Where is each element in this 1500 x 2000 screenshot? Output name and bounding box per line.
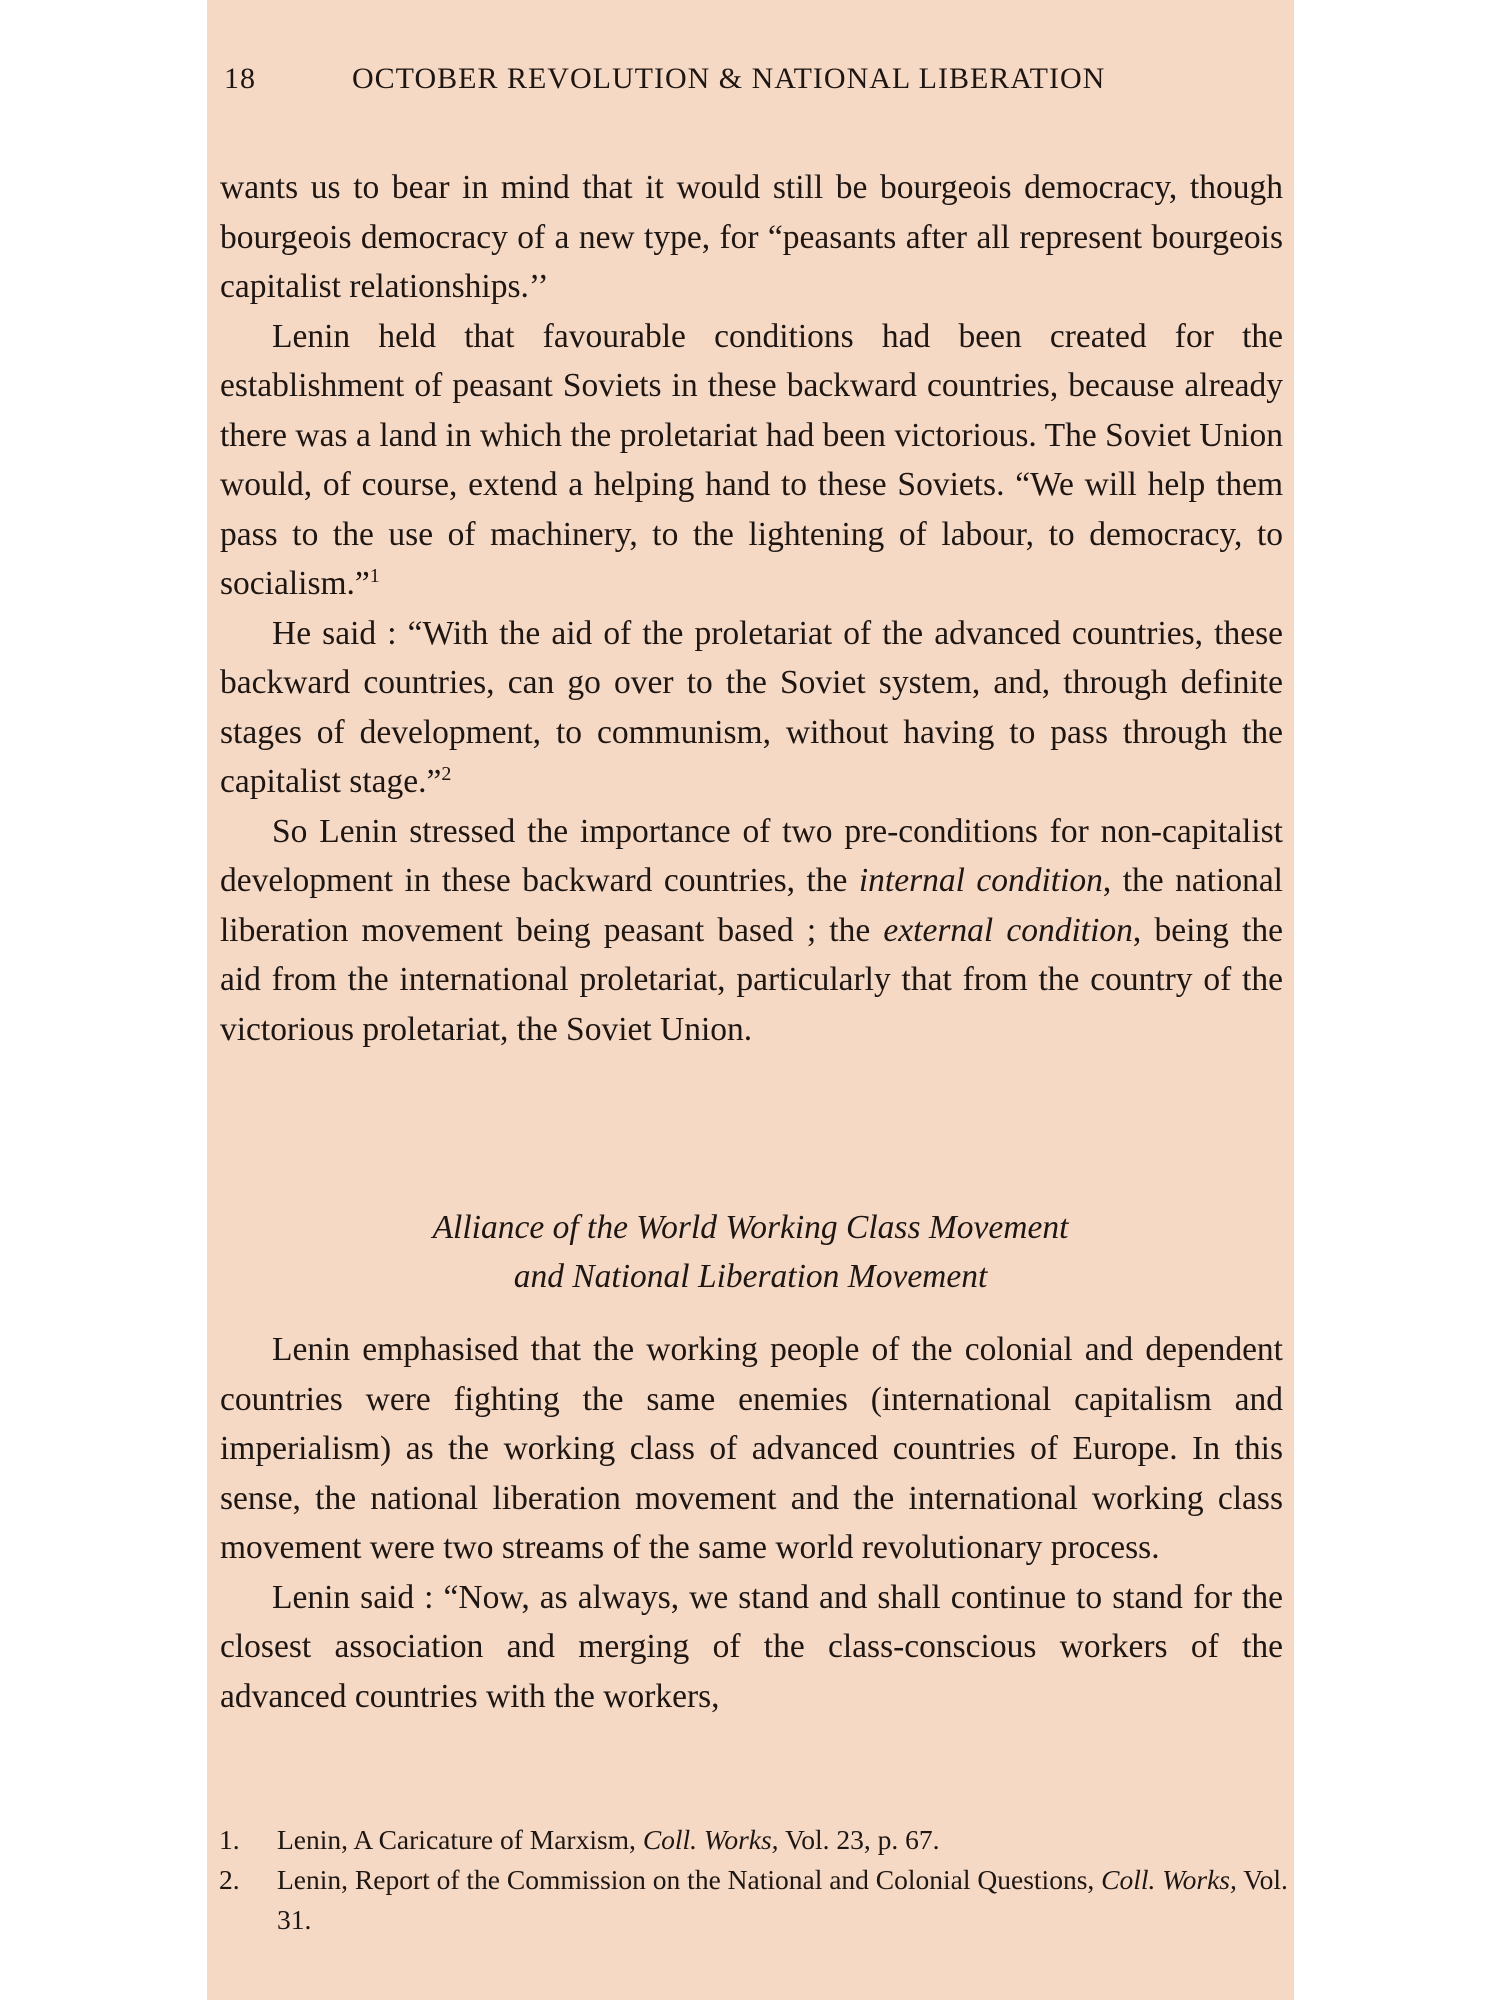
section-heading xyxy=(207,1203,1294,1301)
body-text-upper xyxy=(220,163,1283,1054)
footnote-ref-1: 1 xyxy=(369,564,380,587)
footnote-2: 2. Lenin, Report of the Commission on the National and Colonial Questions, Coll. Works, Vol. 31. xyxy=(219,1860,1291,1940)
paragraph-4: So Lenin stressed the importance of two pre-conditions for non-capitalist development in these backward countries, the internal condition, the national liberation movement being peasant based ; the external condition, being the aid from the international proletariat, particularly that from the country of the victorious proletariat, the Soviet Union. xyxy=(220,812,1283,1048)
footnotes xyxy=(219,1820,1291,1940)
paragraph-5: Lenin emphasised that the working people of the colonial and dependent countries were fighting the same enemies (international capitalism and imperialism) as the working class of advanced countries of Europe. In this sense, the national liberation movement and the international working class movement were two streams of the same world revolutionary process. xyxy=(220,1331,1283,1566)
page-number: 18 xyxy=(224,62,256,95)
section-heading-line-2: and National Liberation Movement xyxy=(513,1258,988,1295)
internal-condition-emphasis: internal condition xyxy=(858,862,1103,899)
paragraph-3: He said : “With the aid of the proletariat of the advanced countries, these backward countries, can go over to the Soviet system, and, through definite stages of development, to communism, without having to pass through the capitalist stage.”$^2$ xyxy=(220,614,1283,800)
footnote-number: 1. xyxy=(219,1824,240,1855)
footnote-1: 1. Lenin, A Caricature of Marxism, Coll. Works, Vol. 23, p. 67. xyxy=(219,1820,1291,1860)
running-title: OCTOBER REVOLUTION & NATIONAL LIBERATION xyxy=(352,62,1106,95)
section-heading-line-1: Alliance of the World Working Class Movement xyxy=(432,1209,1069,1246)
paragraph-1: wants us to bear in mind that it would still be bourgeois democracy, though bourgeois democracy of a new type, for “peasants after all represent bourgeois capitalist relationships.’’ xyxy=(220,169,1283,305)
paragraph-6: Lenin said : “Now, as always, we stand and shall continue to stand for the closest association and merging of the class-conscious workers of the advanced countries with the workers, xyxy=(220,1578,1283,1715)
running-header xyxy=(224,62,1284,102)
paragraph-2: Lenin held that favourable conditions had been created for the establishment of peasant Soviets in these backward countries, because already there was a land in which the proletariat had been victorious. The Soviet Union would, of course, extend a helping hand to these Soviets. “We will help them pass to the use of machinery, to the lightening of labour, to democracy, to socialism.”$^1$ xyxy=(220,317,1283,602)
body-text-lower xyxy=(220,1325,1283,1721)
footnote-number: 2. xyxy=(219,1864,240,1895)
external-condition-emphasis: external condition xyxy=(883,911,1133,949)
book-page xyxy=(207,0,1294,2000)
footnote-ref-2: 2 xyxy=(441,762,452,785)
